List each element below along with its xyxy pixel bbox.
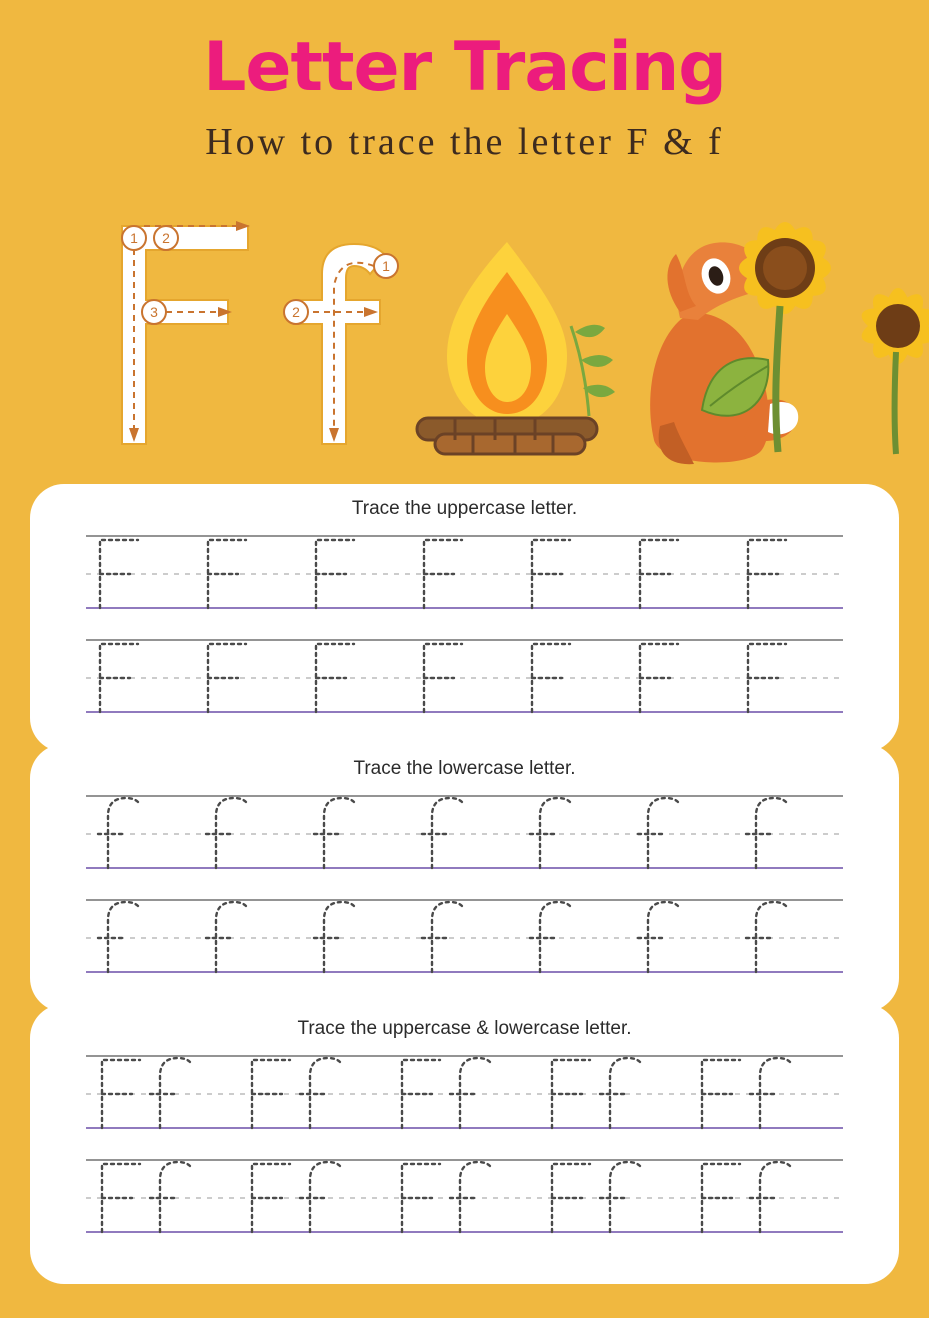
practice-panel-both bbox=[30, 1004, 899, 1284]
panel-instruction-both: Trace the uppercase & lowercase letter. bbox=[297, 1018, 632, 1039]
stroke-number-badge-2-lower bbox=[284, 300, 308, 324]
svg-text:2: 2 bbox=[292, 304, 300, 320]
footer-strip bbox=[0, 1284, 929, 1318]
trace-rows-lowercase bbox=[30, 790, 899, 984]
page-subtitle: How to trace the letter F & f bbox=[205, 121, 724, 163]
svg-text:2: 2 bbox=[162, 230, 170, 246]
trace-row[interactable] bbox=[86, 894, 843, 984]
uppercase-f-outline bbox=[122, 226, 248, 444]
svg-text:1: 1 bbox=[382, 258, 390, 274]
sunflower-big bbox=[736, 219, 834, 317]
stroke-number-badge-2-upper bbox=[154, 226, 178, 250]
page-title: Letter Tracing bbox=[203, 28, 726, 107]
hero-illustration-area bbox=[0, 196, 929, 486]
svg-text:1: 1 bbox=[130, 230, 138, 246]
trace-rows-uppercase bbox=[30, 530, 899, 724]
trace-row[interactable] bbox=[86, 1154, 843, 1244]
trace-row[interactable] bbox=[86, 634, 843, 724]
letter-stroke-guide bbox=[100, 204, 420, 464]
trace-rows-both bbox=[30, 1050, 899, 1244]
leaf-sprig bbox=[571, 325, 615, 416]
sunflower-illustration bbox=[650, 126, 929, 456]
practice-panel-lowercase bbox=[30, 744, 899, 1012]
stroke-number-badge-3-upper bbox=[142, 300, 166, 324]
lowercase-f-outline bbox=[296, 244, 386, 444]
svg-text:3: 3 bbox=[150, 304, 158, 320]
stroke-number-badge-1-upper bbox=[122, 226, 146, 250]
panel-instruction-uppercase: Trace the uppercase letter. bbox=[351, 498, 578, 519]
practice-panel-uppercase bbox=[30, 484, 899, 752]
trace-row[interactable] bbox=[86, 790, 843, 880]
panel-instruction-lowercase: Trace the lowercase letter. bbox=[353, 758, 576, 779]
trace-row[interactable] bbox=[86, 1050, 843, 1140]
trace-row[interactable] bbox=[86, 530, 843, 620]
fire-illustration bbox=[395, 236, 620, 466]
uppercase-arrowheads bbox=[129, 221, 250, 442]
uppercase-stroke-arrows bbox=[134, 226, 240, 432]
